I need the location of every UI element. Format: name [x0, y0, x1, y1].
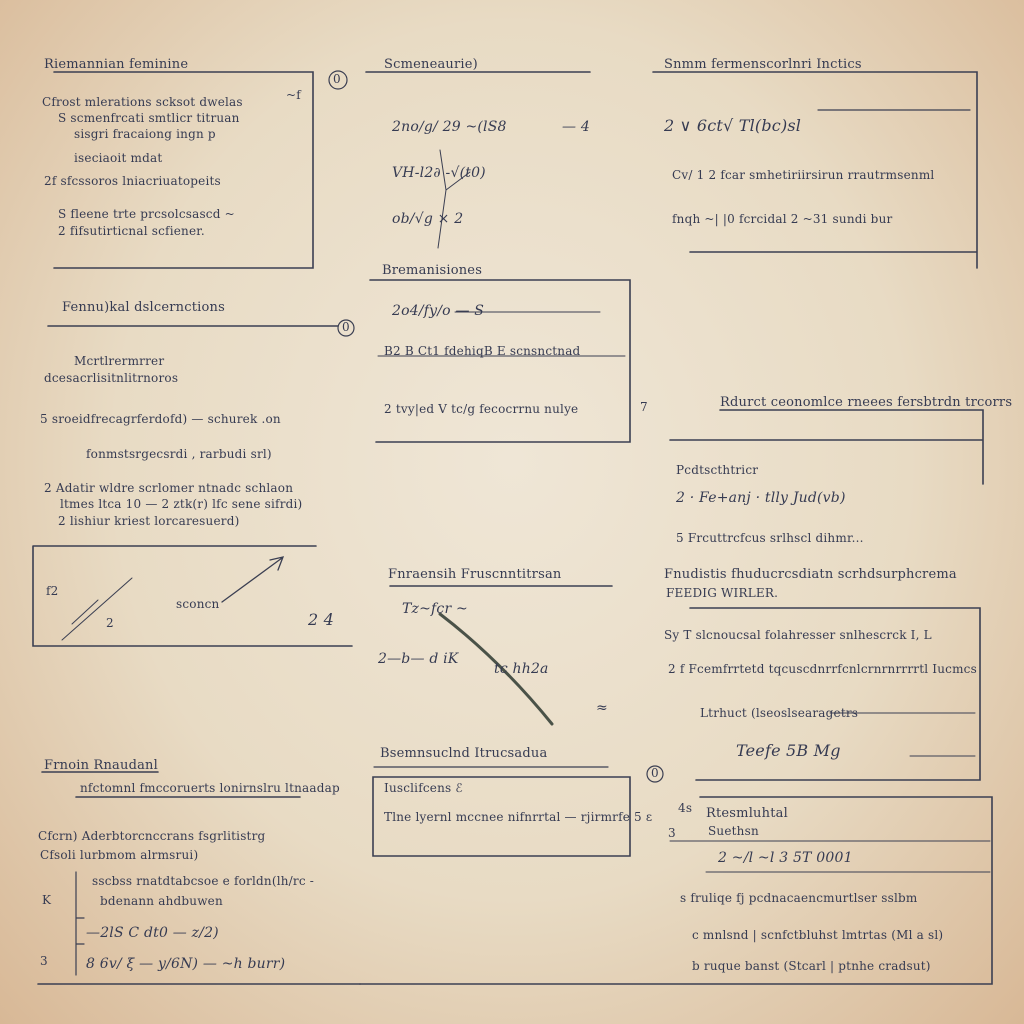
panel-1-line-1: Cfrost mlerations scksot dwelas [42, 95, 243, 109]
panel-5-margin: 7 [640, 400, 648, 414]
panel-12-margin-2: 3 [668, 826, 676, 840]
panel-9-line-2: 2 f Fcemfrrtetd tqcuscdnrrfcnlcrnrnrrrrtl Iucmcs [668, 662, 977, 676]
panel-4-line-6: ltmes ltca 10 — 2 ztk(r) lfc sene sifrdi) [60, 497, 303, 511]
panel-8-line-2: 2—b— d iK [378, 651, 459, 667]
panel-12-margin-1: 4s [678, 801, 693, 815]
panel-10-line-1: Cfcrn) Aderbtorcnccrans fsgrlitistrg [38, 829, 266, 843]
panel-10-margin-2: 3 [40, 954, 48, 968]
panel-7-side: 2 4 [308, 610, 335, 629]
panel-10-brace [76, 872, 84, 975]
panel-1-line-6: S fleene trte prcsolcsascd ~ [58, 207, 235, 221]
panel-12-line-1: 2 ~/l ~l 3 5T 0001 [718, 850, 853, 866]
panel-8-title: Fnraensih Fruscnntitrsan [388, 567, 562, 582]
panel-12-line-4: b ruque banst (Stcarl | ptnhe cradsut) [692, 959, 931, 973]
panel-9-subtitle: FEEDIG WIRLER. [666, 586, 779, 600]
panel-6-line-3: 5 Frcuttrcfcus srlhscl dihmr... [676, 531, 864, 545]
panel-3-line-2: Cv/ 1 2 fcar smhetiriirsirun rrautrmsenml [672, 168, 935, 182]
panel-12-line-2: s fruliqe fj pcdnacaencmurtlser sslbm [680, 891, 918, 905]
panel-4-line-1: Mcrtlrermrrer [74, 354, 165, 368]
panel-1-line-2: S scmenfrcati smtlicr titruan [58, 111, 240, 125]
panel-10-line-4: bdenann ahdbuwen [100, 894, 223, 908]
panel-2-line-1: 2no∕g/ 29 ~(lS8 [392, 119, 507, 135]
panel-1-mark: ~f [286, 88, 301, 102]
panel-1-title: Riemannian feminine [44, 57, 189, 72]
panel-5-title: Bremanisiones [382, 263, 483, 278]
panel-1-line-3: sisgri fracaiong ingn p [74, 127, 216, 141]
panel-4-title: Fennu)kal dslcernctions [62, 300, 225, 315]
panel-2-line-3: ob/√g × 2 [392, 211, 464, 227]
panel-1-line-7: 2 fifsutirticnal scfiener. [58, 224, 205, 238]
panel-8-line-3: tc hh2a [494, 661, 549, 677]
panel-11-line-2: Tlne lyernl mccnee nifnrrtal — rjirmrfe 5 ε [384, 810, 653, 824]
panel-6-line-2: 2 · Fe+anj · tlly Jud(vb) [676, 490, 846, 506]
panel-9-line-3: Ltrhuct (lseoslsearagetrs [700, 706, 859, 720]
panel-4-line-5: 2 Adatir wldre scrlomer ntnadc schlaon [44, 481, 294, 495]
panel-6-line-1: Pcdtscthtricr [676, 463, 759, 477]
panel-4-line-7: 2 lishiur kriest lorcaresuerd) [58, 514, 240, 528]
panel-4-line-3: 5 sroeidfrecagrferdofd) — schurek .on [40, 412, 281, 426]
panel-10-line-3: sscbss rnatdtabcsoe e forldn(lh/rc - [92, 874, 315, 888]
panel-1-circle-label: 0 [333, 72, 341, 86]
panel-12-line-3: c mnlsnd | scnfctbluhst lmtrtas (Ml a sl) [692, 928, 944, 942]
panel-11-title: Bsemnsuclnd Itrucsadua [380, 746, 548, 761]
panel-10-margin-1: K [42, 893, 52, 907]
panel-10-line-2: Cfsoli lurbmom alrmsrui) [40, 848, 199, 862]
panel-3-title: Snmm fermenscorlnri Inctics [664, 57, 862, 72]
panel-7-frame [33, 546, 352, 646]
panel-2-title: Scmeneaurie) [384, 57, 478, 72]
panel-10-subtitle: nfctomnl fmccoruerts lonirnslru ltnaadap [80, 781, 340, 795]
panel-8-margin: ≈ [596, 700, 608, 716]
panel-9-title: Fnudistis fhuducrcsdiatn scrhdsurphcrema [664, 567, 957, 582]
panel-4-line-4: fonmstsrgecsrdi , rarbudi srl) [86, 447, 272, 461]
panel-4-line-2: dcesacrlisitnlitrnoros [44, 371, 179, 385]
panel-11-line-1: Iusclifcens ℰ [384, 781, 463, 795]
panel-3-line-3: fnqh ~| |0 fcrcidal 2 ~31 sundi bur [672, 212, 893, 226]
panel-7-arrow [222, 557, 283, 602]
panel-3-line-1: 2 ∨ 6ct√ Tl(bc)sl [664, 116, 802, 135]
panel-2-margin: — 4 [562, 119, 590, 135]
panel-12-subtitle: Suethsn [708, 824, 759, 838]
panel-2-line-2: VH-l2∂ -√(t0) [392, 165, 486, 181]
panel-5-line-1: 2o4/fy∕o — S [392, 303, 485, 319]
panel-8-line-1: Tz~fcr ~ [402, 601, 468, 617]
panel-7-label-3: sconcn [176, 597, 220, 611]
panel-1-line-4: iseciaoit mdat [74, 151, 163, 165]
panel-7-label-1: f2 [46, 584, 59, 598]
panel-10-line-6: 8 6v/ ξ — y∕6N) — ~h burr) [86, 956, 286, 972]
panel-5-line-3: 2 tvy|ed V tc/g fecocrrnu nulye [384, 402, 579, 416]
panel-12-circle-label: 0 [651, 766, 659, 780]
panel-10-line-5: —2lS C dt0 — z/2) [86, 925, 219, 941]
panel-7-label-2: 2 [106, 616, 114, 630]
panel-6-title: Rdurct ceonomlce rneees fersbtrdn trcorrs [720, 395, 1013, 410]
panel-12-title: Rtesmluhtal [706, 806, 788, 821]
panel-1-line-5: 2f sfcssoros lniacriuatopeits [44, 174, 221, 188]
panel-5-line-2: B2 B Ct1 fdehiqB E scnsnctnad [384, 344, 581, 358]
panel-9-line-4: Teefe 5B Mg [736, 741, 841, 760]
panel-4-circle-label: 0 [342, 320, 350, 334]
panel-9-line-1: Sy T slcnoucsal folahresser snlhescrck I, L [664, 628, 932, 642]
panel-7-sketch [62, 578, 132, 640]
panel-10-title: Frnoin Rnaudanl [44, 758, 158, 773]
